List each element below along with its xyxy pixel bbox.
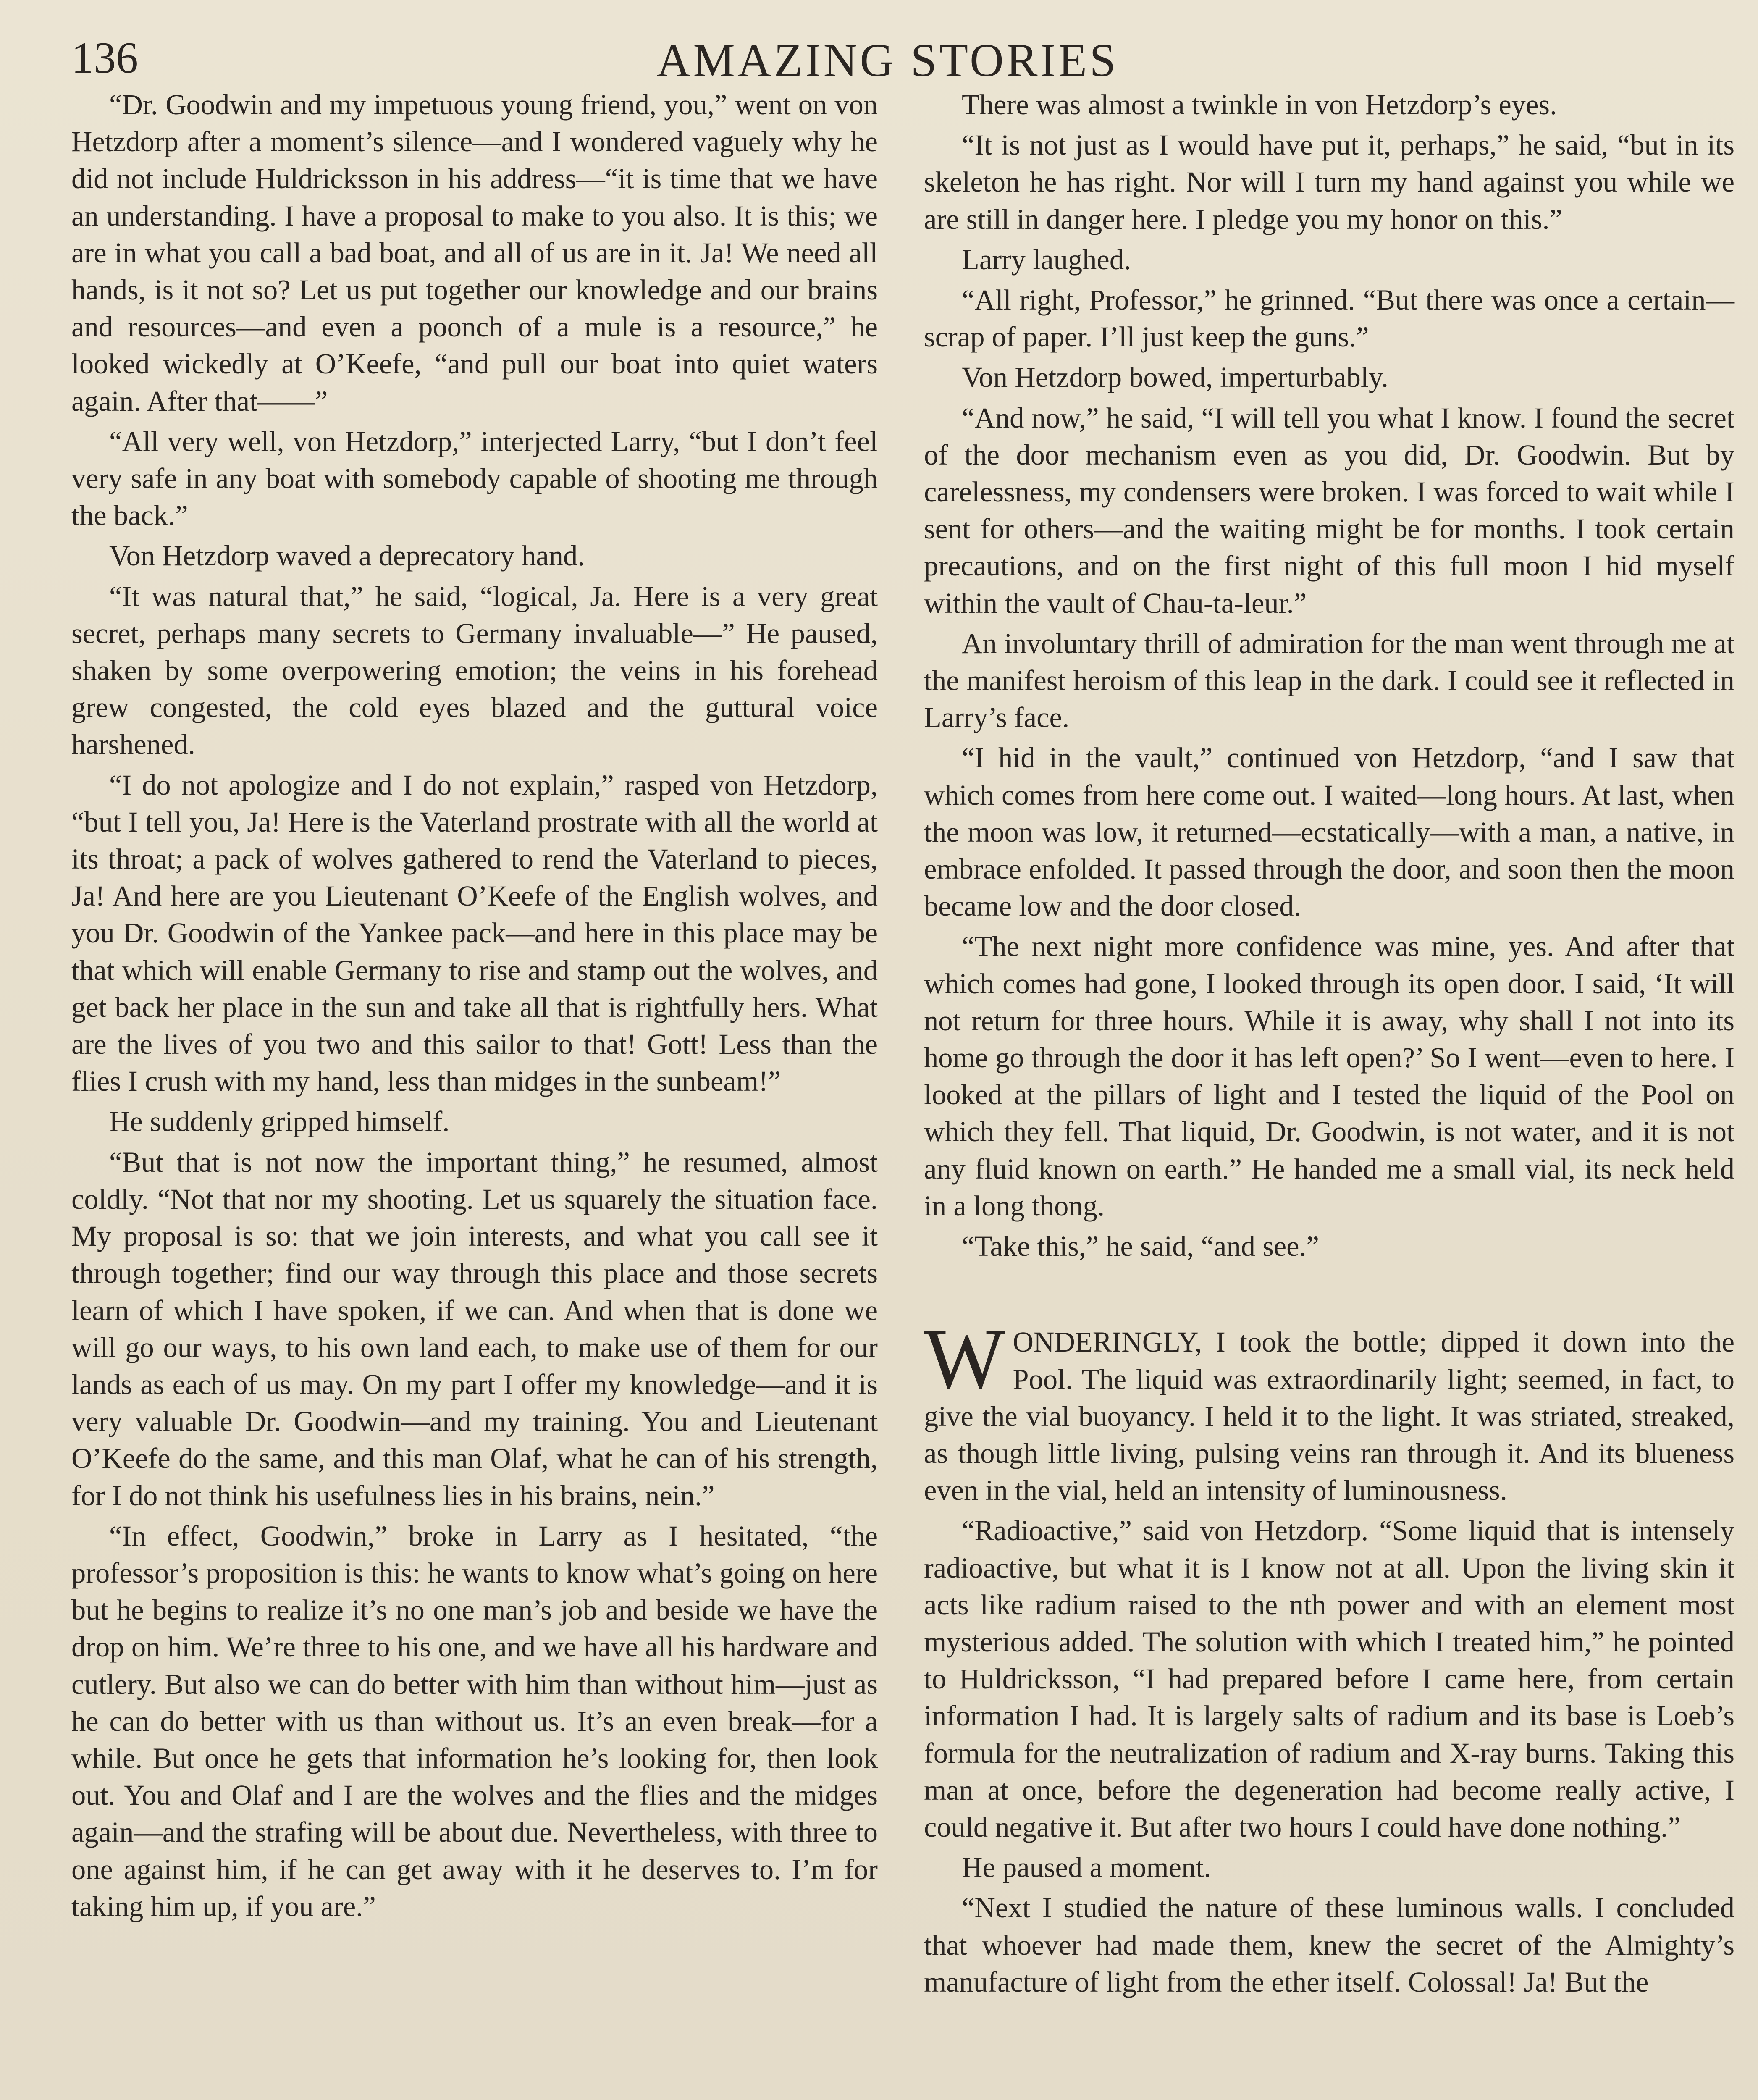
paragraph: Von Hetzdorp waved a deprecatory hand. <box>109 540 585 572</box>
paragraph: He paused a moment. <box>962 1851 1211 1884</box>
paragraph: “Next I studied the nature of these luminous walls. I concluded that whoever had made them, knew the secret of the Almighty’s manufacture of light from the ether itself. Colossal! Ja! But the <box>924 1892 1734 1998</box>
paragraph: “But that is not now the important thing,” he resumed, almost coldly. “Not that nor my shooting. Let us squarely the situation face. My proposal is so: that we join interests, and what you call see it through together; find our way through this place and those secrets learn of which I have spoken, if we can. And when that is done we will go our ways, to his own land each, to make use of them for our lands as each of us may. On my part I offer my knowledge—and it is very valuable Dr. Goodwin—and my training. You and Lieutenant O’Keefe do the same, and this man Olaf, what he can of his strength, for I do not think his usefulness lies in his brains, nein.” <box>71 1146 878 1512</box>
paragraph: “It was natural that,” he said, “logical, Ja. Here is a very great secret, perhaps many secrets to Germany invaluable—” He paused, shaken by some overpowering emotion; the veins in his forehead grew congested, the cold eyes blazed and the guttural voice harshened. <box>71 580 878 761</box>
paragraph: Larry laughed. <box>962 243 1131 276</box>
paragraph: Von Hetzdorp bowed, imperturbably. <box>962 361 1388 394</box>
paragraph: There was almost a twinkle in von Hetzdorp’s eyes. <box>962 89 1557 121</box>
paragraph: “I do not apologize and I do not explain,” rasped von Hetzdorp, “but I tell you, Ja! Here is the Vaterland prostrate with all the world at its throat; a pack of wolves gathered to rend the Vaterland to pieces, Ja! And here are you Lieutenant O’Keefe of the English wolves, and you Dr. Goodwin of the Yankee pack—and here in this place may be that which will enable Germany to rise and stamp out the wolves, and get back her place in the sun and take all that is rightfully hers. What are the lives of you two and this sailor to that! Gott! Less than the flies I crush with my hand, less than midges in the sunbeam!” <box>71 769 878 1097</box>
page-header <box>71 17 1703 88</box>
paragraph: “In effect, Goodwin,” broke in Larry as I hesitated, “the professor’s proposition is this: he wants to know what’s going on here but he begins to realize it’s no one man’s job and beside we have the drop on him. We’re three to his one, and we have all his hardware and cutlery. But also we can do better with him than without him—just as he can do better with us than without us. It’s an even break—for a while. But once he gets that information he’s looking for, then look out. You and Olaf and I are the wolves and the flies and the midges again—and the strafing will be about due. Nevertheless, with three to one against him, if he can get away with it he deserves to. I’m for taking him up, if you are.” <box>71 1520 878 1922</box>
paragraph: An involuntary thrill of admiration for the man went through me at the manifest heroism of this leap in the dark. I could see it reflected in Larry’s face. <box>924 627 1734 734</box>
paragraph: “I hid in the vault,” continued von Hetzdorp, “and I saw that which comes from here come out. I waited—long hours. At last, when the moon was low, it returned—ecstatically—with a man, a native, in embrace enfolded. It passed through the door, and soon then the moon became low and the door closed. <box>924 742 1734 922</box>
paragraph: “Take this,” he said, “and see.” <box>962 1230 1320 1263</box>
page-number: 136 <box>71 33 138 82</box>
paragraph: “All right, Professor,” he grinned. “But there was once a certain—scrap of paper. I’ll just keep the guns.” <box>924 284 1734 353</box>
paragraph: “All very well, von Hetzdorp,” interjected Larry, “but I don’t feel very safe in any boat with somebody capable of shooting me through the back.” <box>71 425 878 532</box>
paragraph: “It is not just as I would have put it, perhaps,” he said, “but in its skeleton he has right. Nor will I turn my hand against you while we are still in danger here. I pledge you my honor on this.” <box>924 129 1734 235</box>
paragraph: He suddenly gripped himself. <box>109 1105 450 1138</box>
magazine-title: AMAZING STORIES <box>656 34 1118 87</box>
paragraph: “Radioactive,” said von Hetzdorp. “Some liquid that is intensely radioactive, but what it is I know not at all. Upon the living skin it acts like radium raised to the nth power and with an element most mysterious added. The solution with which I treated him,” he pointed to Huldricksson, “I had prepared before I came here, from certain information I had. It is largely salts of radium and its base is Loeb’s formula for the neutralization of radium and X-ray burns. Taking this man at once, before the degeneration had become really active, I could negative it. But after two hours I could have done nothing.” <box>924 1515 1734 1843</box>
paragraph: “Dr. Goodwin and my impetuous young friend, you,” went on von Hetzdorp after a moment’s silence—and I wondered vaguely why he did not include Huldricksson in his address—“it is time that we have an understanding. I have a proposal to make to you also. It is this; we are in what you call a bad boat, and all of us are in it. Ja! We need all hands, is it not so? Let us put together our knowledge and our brains and resources—and even a poonch of a mule is a resource,” he looked wickedly at O’Keefe, “and pull our boat into quiet waters again. After that——” <box>71 89 878 417</box>
drop-cap-letter: W <box>924 1311 1005 1407</box>
right-column <box>924 86 1734 2004</box>
paragraph: “The next night more confidence was mine, yes. And after that which comes had gone, I looked through its open door. I said, ‘It will not return for three hours. While it is away, why shall I not into its home go through the door it has left open?’ So I went—even to here. I looked at the pillars of light and I tested the liquid of the Pool on which they fell. That liquid, Dr. Goodwin, is not water, and it is not any fluid known on earth.” He handed me a small vial, its neck held in a long thong. <box>924 930 1734 1222</box>
dropcap-paragraph <box>924 1311 1734 1509</box>
dropcap-paragraph-text: ONDERINGLY, I took the bottle; dipped it down into the Pool. The liquid was extraordinarily light; seemed, in fact, to give the vial buoyancy. I held it to the light. It was striated, streaked, as though little living, pulsing veins ran through it. And its blueness even in the vial, held an intensity of luminousness. <box>924 1326 1734 1507</box>
left-column <box>71 86 878 1928</box>
paragraph: “And now,” he said, “I will tell you what I know. I found the secret of the door mechanism even as you did, Dr. Goodwin. But by carelessness, my condensers were broken. I was forced to wait while I sent for others—and the waiting might be for months. I took certain precautions, and on the first night of this full moon I hid myself within the vault of Chau-ta-leur.” <box>924 402 1734 619</box>
